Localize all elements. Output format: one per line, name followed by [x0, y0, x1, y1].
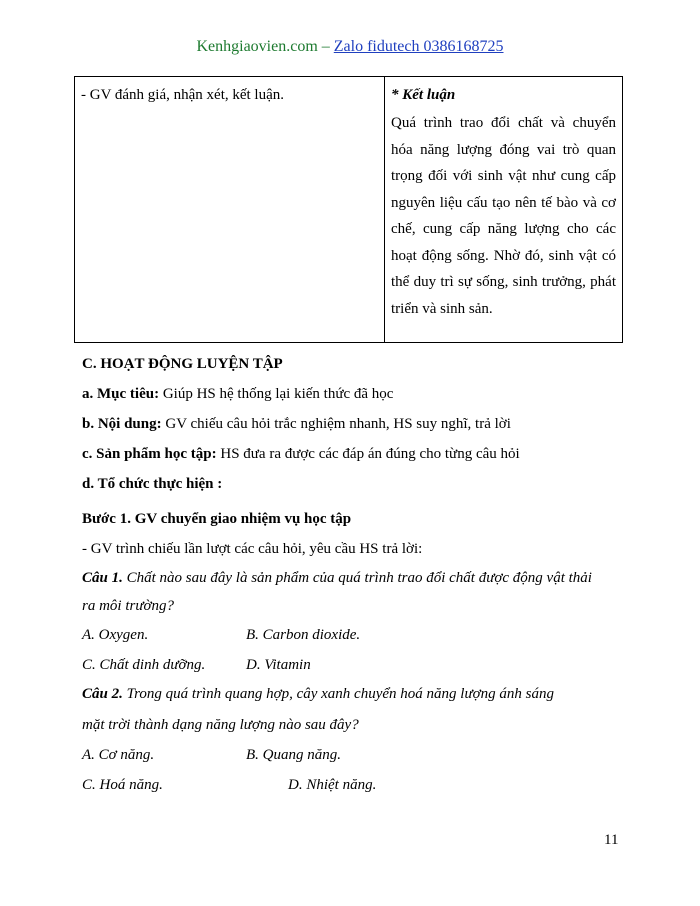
conclusion-title: * Kết luận	[391, 87, 456, 103]
page-number: 11	[604, 832, 619, 848]
question-2-option-c: C. Hoá năng.	[82, 777, 163, 793]
objective-text: Giúp HS hệ thống lại kiến thức đã học	[159, 386, 394, 402]
conclusion-body: Quá trình trao đổi chất và chuyển hóa năng lượng đóng vai trò quan trọng đối với sinh vật như cung cấp nguyên liệu cấu tạo nên tế bào và cơ chế, cung cấp năng lượng cho các hoạt động sống. Nhờ đó, sinh vật có thể duy trì sự sống, sinh trưởng, phát triển và sinh sản.	[391, 115, 616, 317]
site-name: Kenhgiaovien.com	[196, 38, 318, 55]
conclusion-cell	[385, 77, 623, 343]
question-1-text: Chất nào sau đây là sản phẩm của quá trình trao đổi chất được động vật thải	[122, 570, 592, 586]
section-title: C. HOẠT ĐỘNG LUYỆN TẬP	[82, 356, 283, 372]
content-line	[82, 416, 511, 433]
question-2-option-b: B. Quang năng.	[246, 747, 341, 763]
question-1-label: Câu 1.	[82, 570, 123, 586]
header-separator: –	[321, 38, 330, 55]
product-line	[82, 446, 520, 463]
question-2	[82, 686, 554, 703]
content-label: b. Nội dung:	[82, 416, 162, 432]
question-1-option-b: B. Carbon dioxide.	[246, 627, 361, 643]
question-1-option-d: D. Vitamin	[246, 657, 311, 673]
question-1	[82, 570, 592, 587]
question-1-text-cont: ra môi trường?	[82, 598, 175, 614]
page-header	[0, 38, 700, 56]
product-label: c. Sản phẩm học tập:	[82, 446, 217, 462]
question-1-option-a: A. Oxygen.	[82, 627, 149, 643]
question-2-label: Câu 2.	[82, 686, 123, 702]
product-text: HS đưa ra được các đáp án đúng cho từng câu hỏi	[216, 446, 520, 462]
content-text: GV chiếu câu hỏi trắc nghiệm nhanh, HS suy nghĩ, trả lời	[161, 416, 511, 432]
objective-label: a. Mục tiêu:	[82, 386, 160, 402]
step-1-heading: Bước 1. GV chuyển giao nhiệm vụ học tập	[82, 511, 352, 527]
question-2-text-cont: mặt trời thành dạng năng lượng nào sau đây?	[82, 717, 359, 733]
instruction-text: - GV trình chiếu lần lượt các câu hỏi, yêu cầu HS trả lời:	[82, 541, 423, 557]
organize-heading: d. Tổ chức thực hiện :	[82, 476, 223, 492]
objective-line	[82, 386, 393, 403]
activity-table	[74, 76, 623, 343]
question-2-option-a: A. Cơ năng.	[82, 747, 155, 763]
teacher-activity-cell: - GV đánh giá, nhận xét, kết luận.	[75, 77, 385, 343]
contact-link[interactable]: Zalo fidutech 0386168725	[333, 38, 504, 55]
question-2-text: Trong quá trình quang hợp, cây xanh chuyển hoá năng lượng ánh sáng	[122, 686, 554, 702]
question-2-option-d: D. Nhiệt năng.	[288, 777, 377, 793]
question-1-option-c: C. Chất dinh dưỡng.	[82, 657, 206, 673]
